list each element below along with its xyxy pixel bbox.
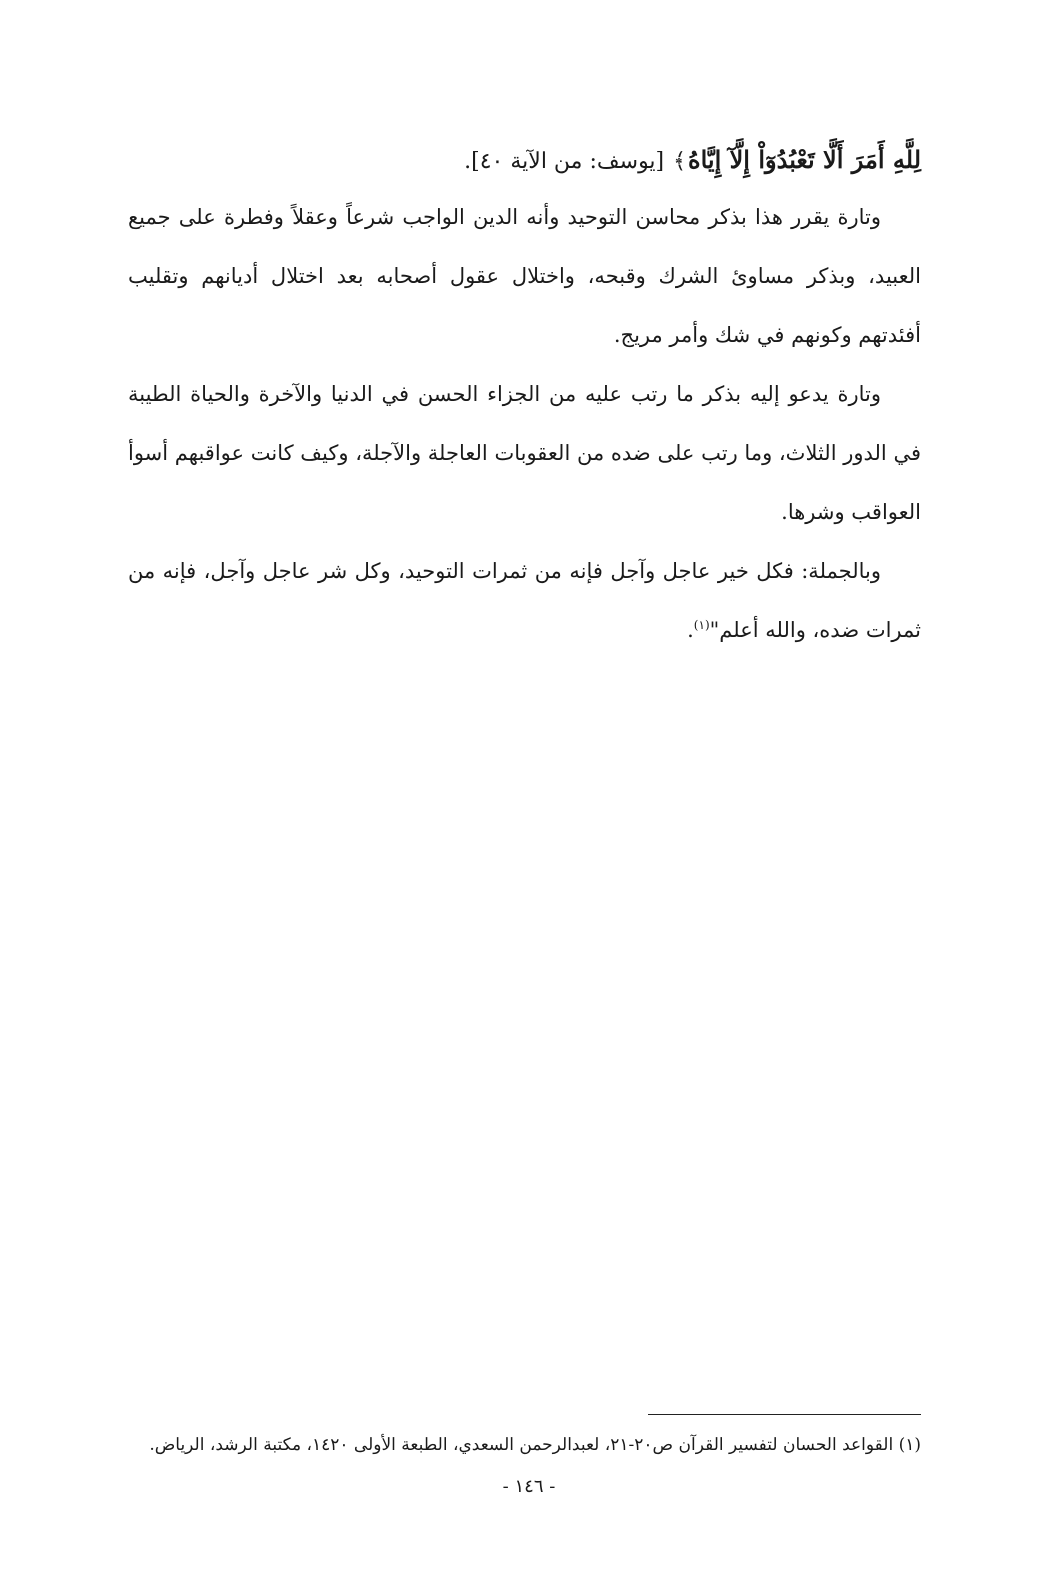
paragraph-conclusion	[128, 542, 921, 660]
page-number: - ١٤٦ -	[502, 1476, 556, 1497]
footnote-reference[interactable]: (١)	[693, 618, 710, 632]
paragraph-reward: وتارة يدعو إليه بذكر ما رتب عليه من الجزاء الحسن في الدنيا والآخرة والحياة الطيبة في الدور الثلاث، وما رتب على ضده من العقوبات العاجلة والآجلة، وكيف كانت عواقبهم أسوأ العواقب وشرها.	[128, 382, 921, 524]
footnote: (١) القواعد الحسان لتفسير القرآن ص٢٠-٢١، لعبدالرحمن السعدي، الطبعة الأولى ١٤٢٠، مكتبة الرشد، الرياض.	[149, 1435, 921, 1455]
quran-verse-text: لِلَّهِ أَمَرَ أَلَّا تَعْبُدُوٓاْ إِلَّآ إِيَّاهُ	[688, 145, 921, 174]
verse-ornament-icon: ﴾	[673, 149, 687, 174]
footnote-divider	[648, 1414, 921, 1415]
verse-citation: [يوسف: من الآية ٤٠].	[464, 149, 665, 174]
conclusion-end: .	[687, 618, 694, 642]
main-text-block	[128, 140, 921, 660]
quran-verse-line	[128, 140, 921, 182]
conclusion-text: وبالجملة: فكل خير عاجل وآجل فإنه من ثمرات التوحيد، وكل شر عاجل وآجل، فإنه من ثمرات ضده، والله أعلم"	[128, 559, 921, 642]
paragraph-tawhid-merits: وتارة يقرر هذا بذكر محاسن التوحيد وأنه الدين الواجب شرعاً وعقلاً وفطرة على جميع العبيد، وبذكر مساوئ الشرك وقبحه، واختلال عقول أصحابه بعد اختلال أديانهم وتقليب أفئدتهم وكونهم في شك وأمر مريج.	[128, 205, 921, 347]
